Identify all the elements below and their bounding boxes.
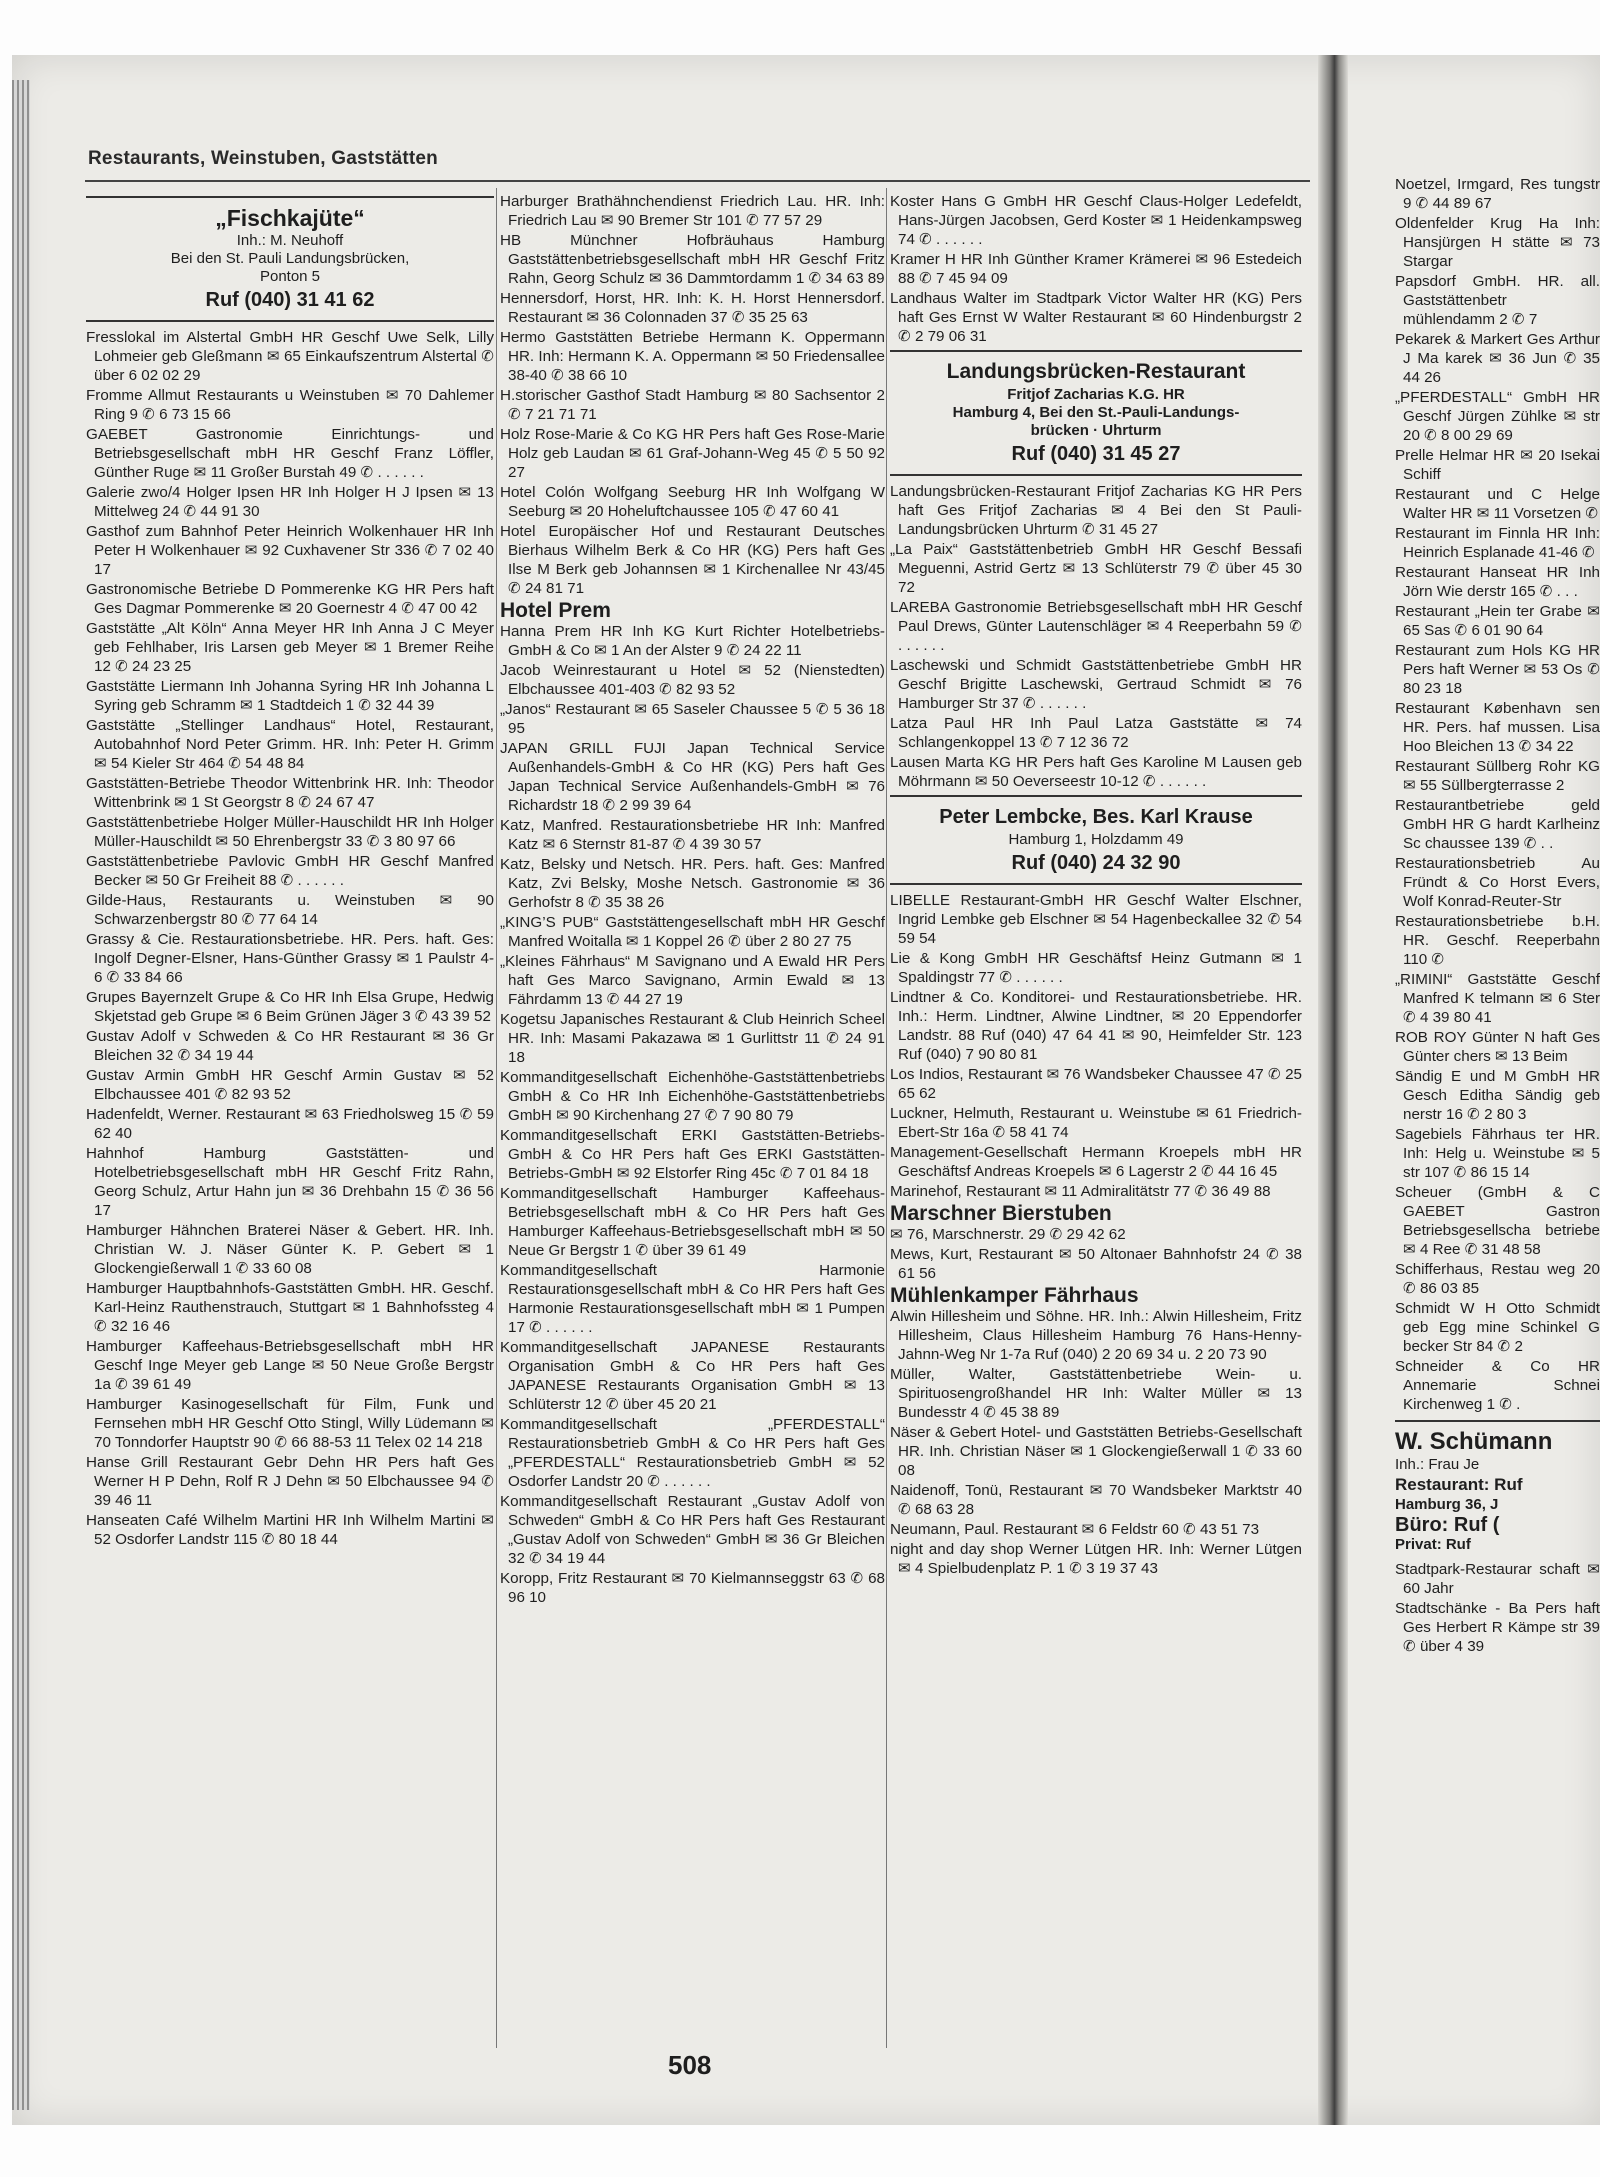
list-item: Kommanditgesellschaft ERKI Gaststätten-Betriebs-GmbH & Co HR Pers haft Ges ERKI Gaststätten-Betriebs-GmbH ✉ 92 Elstorfer Ring 45c ✆ 7 01 84 18 xyxy=(500,1127,885,1182)
list-item: Restaurant „Hein ter Grabe ✉ 65 Sas ✆ 6 01 90 64 xyxy=(1395,603,1600,639)
list-item: Alwin Hillesheim und Söhne. HR. Inh.: Alwin Hillesheim, Fritz Hillesheim, Claus Hillesheim Hamburg 76 Hans-Henny-Jahnn-Weg Nr 1-7a Ruf (040) 2 20 69 34 u. 2 20 73 90 xyxy=(890,1308,1302,1363)
entry-list xyxy=(500,192,885,598)
ad-phone: Ruf (040) 24 32 90 xyxy=(1011,852,1181,874)
list-item: Stadtpark-Restaurar schaft ✉ 60 Jahr xyxy=(1395,1561,1600,1597)
list-item: Grupes Bayernzelt Grupe & Co HR Inh Elsa Grupe, Hedwig Skjetstad geb Grupe ✉ 6 Beim Grünen Jäger 3 ✆ 43 39 52 xyxy=(86,989,494,1025)
list-item: Prelle Helmar HR ✉ 20 Isekai Schiff xyxy=(1395,447,1600,483)
list-item: Katz, Belsky und Netsch. HR. Pers. haft. Ges: Manfred Katz, Zvi Belsky, Moshe Netsch. Gastronomie ✉ 36 Gerhofstr 8 ✆ 35 38 26 xyxy=(500,856,885,911)
list-item: Hennersdorf, Horst, HR. Inh: K. H. Horst Hennersdorf. Restaurant ✉ 36 Colonnaden 37 ✆ 35 25 63 xyxy=(500,290,885,326)
list-item: Kommanditgesellschaft Hamburger Kaffeehaus-Betriebsgesellschaft mbH & Co HR Pers haft Ges Hamburger Kaffeehaus-Betriebsgesellschaft mbH ✉ 50 Neue Gr Bergstr 1 ✆ über 39 61 49 xyxy=(500,1185,885,1259)
page-number: 508 xyxy=(668,2050,712,2080)
ad-landungsbruecken xyxy=(890,350,1302,476)
list-item: Landhaus Walter im Stadtpark Victor Walter HR (KG) Pers haft Ges Ernst W Walter Restaurant ✉ 60 Hindenburgstr 2 ✆ 2 79 06 31 xyxy=(890,290,1302,345)
list-item: Restaurant København sen HR. Pers. haf mussen. Lisa Hoo Bleichen 13 ✆ 34 22 xyxy=(1395,700,1600,755)
list-item: Los Indios, Restaurant ✉ 76 Wandsbeker Chaussee 47 ✆ 25 65 62 xyxy=(890,1066,1302,1102)
book-gutter xyxy=(1318,55,1348,2125)
entry-list xyxy=(890,192,1302,346)
list-item: night and day shop Werner Lütgen HR. Inh: Werner Lütgen ✉ 4 Spielbudenplatz P. 1 ✆ 3 19 37 43 xyxy=(890,1541,1302,1577)
list-item: HB Münchner Hofbräuhaus Hamburg Gaststättenbetriebsgesellschaft mbH HR Geschf Fritz Rahn, Georg Schulz ✉ 36 Dammtordamm 1 ✆ 34 63 89 xyxy=(500,232,885,287)
list-item: Neumann, Paul. Restaurant ✉ 6 Feldstr 60 ✆ 43 51 73 xyxy=(890,1521,1260,1538)
list-item: Hanna Prem HR Inh KG Kurt Richter Hotelbetriebs-GmbH & Co ✉ 1 An der Alster 9 ✆ 24 22 11 xyxy=(500,623,885,659)
column-divider xyxy=(496,188,497,2048)
list-item: Hamburger Kasinogesellschaft für Film, Funk und Fernsehen mbH HR Geschf Otto Stingl, Willy Lüdemann ✉ 70 Tonndorfer Hauptstr 90 ✆ 66 88-53 11 Telex 02 14 218 xyxy=(86,1396,494,1451)
heading-marschner: Marschner Bierstuben xyxy=(890,1202,1112,1225)
ad-line: Restaurant: Ruf xyxy=(1395,1475,1523,1494)
list-item: Müller, Walter, Gaststättenbetriebe Wein- u. Spirituosengroßhandel HR Inh: Walter Müller ✉ 13 Bundesstr 4 ✆ 45 38 89 xyxy=(890,1366,1302,1421)
list-item: Landungsbrücken-Restaurant Fritjof Zacharias KG HR Pers haft Ges Fritjof Zacharias ✉ 4 Bei den St Pauli-Landungsbrücken Uhrturm ✆ 31 45 27 xyxy=(890,483,1302,538)
list-item: Naidenoff, Tonü, Restaurant ✉ 70 Wandsbeker Marktstr 40 ✆ 68 63 28 xyxy=(890,1482,1302,1518)
column-divider xyxy=(886,188,887,2048)
list-item: Gastronomische Betriebe D Pommerenke KG HR Pers haft Ges Dagmar Pommerenke ✉ 20 Goernestr 4 ✆ 47 00 42 xyxy=(86,581,494,617)
list-item: Luckner, Helmuth, Restaurant u. Weinstube ✉ 61 Friedrich-Ebert-Str 16a ✆ 58 41 74 xyxy=(890,1105,1302,1141)
list-item: Fromme Allmut Restaurants u Weinstuben ✉ 70 Dahlemer Ring 9 ✆ 6 73 15 66 xyxy=(86,387,494,423)
ad-fischkajuete xyxy=(86,196,494,322)
list-item: Hanse Grill Restaurant Gebr Dehn HR Pers haft Ges Werner H P Dehn, Rolf R J Dehn ✉ 50 Elbchaussee 94 ✆ 39 46 11 xyxy=(86,1454,494,1509)
list-item: Schifferhaus, Restau weg 20 ✆ 86 03 85 xyxy=(1395,1261,1600,1297)
list-item: ✉ 76, Marschnerstr. 29 ✆ 29 42 62 xyxy=(890,1226,1126,1243)
list-item: Koropp, Fritz Restaurant ✉ 70 Kielmannseggstr 63 ✆ 68 96 10 xyxy=(500,1570,885,1606)
list-item: H.storischer Gasthof Stadt Hamburg ✉ 80 Sachsentor 2 ✆ 7 21 71 71 xyxy=(500,387,885,423)
list-item: Hotel Colón Wolfgang Seeburg HR Inh Wolfgang W Seeburg ✉ 20 Hoheluftchaussee 105 ✆ 47 60 41 xyxy=(500,484,885,520)
list-item: GAEBET Gastronomie Einrichtungs- und Betriebsgesellschaft mbH HR Geschf Franz Löffler, Günther Ruge ✉ 11 Großer Burstah 49 ✆ . . . . . . xyxy=(86,426,494,481)
list-item: Restaurant im Finnla HR Inh: Heinrich Esplanade 41-46 ✆ xyxy=(1395,525,1600,561)
list-item: Restaurantbetriebe geld GmbH HR G hardt Karlheinz Sc chaussee 139 ✆ . . xyxy=(1395,797,1600,852)
list-item: Restaurant Hanseat HR Inh Jörn Wie derstr 165 ✆ . . . xyxy=(1395,564,1600,600)
list-item: Kramer H HR Inh Günther Kramer Krämerei ✉ 96 Estedeich 88 ✆ 7 45 94 09 xyxy=(890,251,1302,287)
ad-line: Fritjof Zacharias K.G. HR xyxy=(1007,386,1185,403)
list-item: Sagebiels Fährhaus ter HR. Inh: Helg u. Weinstube ✉ 5 str 107 ✆ 86 15 14 xyxy=(1395,1126,1600,1181)
list-item: Gaststätte „Alt Köln“ Anna Meyer HR Inh Anna J C Meyer geb Fehlhaber, Iris Larsen geb Meyer ✉ 1 Bremer Reihe 12 ✆ 24 23 25 xyxy=(86,620,494,675)
list-item: Jacob Weinrestaurant u Hotel ✉ 52 (Nienstedten) Elbchaussee 401-403 ✆ 82 93 52 xyxy=(500,662,885,698)
list-item: Scheuer (GmbH & C GAEBET Gastron Betriebsgesellscha betriebe ✉ 4 Ree ✆ 31 48 58 xyxy=(1395,1184,1600,1258)
entry-list xyxy=(890,891,1302,1201)
list-item: „La Paix“ Gaststättenbetrieb GmbH HR Geschf Bessafi Meguenni, Astrid Gertz ✉ 13 Schlüterstr 79 ✆ über 45 30 72 xyxy=(890,541,1302,596)
list-item: „Janos“ Restaurant ✉ 65 Saseler Chaussee 5 ✆ 5 36 18 95 xyxy=(500,701,885,737)
entry-list xyxy=(890,1245,1302,1283)
list-item: Harburger Brathähnchendienst Friedrich Lau. HR. Inh: Friedrich Lau ✉ 90 Bremer Str 101 ✆ 77 57 29 xyxy=(500,193,885,229)
list-item: Gilde-Haus, Restaurants u. Weinstuben ✉ 90 Schwarzenbergstr 80 ✆ 77 64 14 xyxy=(86,892,494,928)
list-item: Lie & Kong GmbH HR Geschäftsf Heinz Gutmann ✉ 1 Spaldingstr 77 ✆ . . . . . . xyxy=(890,950,1302,986)
list-item: Schneider & Co HR Annemarie Schnei Kirchenweg 1 ✆ . xyxy=(1395,1358,1600,1413)
list-item: JAPAN GRILL FUJI Japan Technical Service Außenhandels-GmbH & Co HR (KG) Pers haft Ges Japan Technical Service Außenhandels-GmbH ✉ 76 Richardstr 18 ✆ 2 99 39 64 xyxy=(500,740,885,814)
list-item: LAREBA Gastronomie Betriebsgesellschaft mbH HR Geschf Paul Drews, Günter Lautenschläger ✉ 4 Reeperbahn 59 ✆ . . . . . . xyxy=(890,599,1302,654)
ad-line: Hamburg 4, Bei den St.-Pauli-Landungs- xyxy=(952,404,1240,421)
list-item: Gustav Armin GmbH HR Geschf Armin Gustav ✉ 52 Elbchaussee 401 ✆ 82 93 52 xyxy=(86,1067,494,1103)
header-rule xyxy=(85,180,1310,182)
list-item: Marinehof, Restaurant ✉ 11 Admiralitätstr 77 ✆ 36 49 88 xyxy=(890,1183,1271,1200)
ad-name: „Fischkajüte“ xyxy=(215,205,365,231)
list-item: Sändig E und M GmbH HR Gesch Editha Sändig geb nerstr 16 ✆ 2 80 3 xyxy=(1395,1068,1600,1123)
list-item: Management-Gesellschaft Hermann Kroepels mbH HR Geschäftsf Andreas Kroepels ✉ 6 Lagerstr 2 ✆ 44 16 45 xyxy=(890,1144,1302,1180)
list-item: Restaurant zum Hols KG HR Pers haft Werner ✉ 53 Os ✆ 80 23 18 xyxy=(1395,642,1600,697)
list-item: LIBELLE Restaurant-GmbH HR Geschf Walter Elschner, Ingrid Lembke geb Elschner ✉ 54 Hagenbeckallee 32 ✆ 54 59 54 xyxy=(890,892,1302,947)
ad-line: Privat: Ruf xyxy=(1395,1536,1471,1553)
list-item: „RIMINI“ Gaststätte Geschf Manfred K telmann ✉ 6 Ster ✆ 4 39 80 41 xyxy=(1395,971,1600,1026)
list-item: Näser & Gebert Hotel- und Gaststätten Betriebs-Gesellschaft HR. Inh. Christian Näser ✉ 1 Glockengießerwall 1 ✆ 33 60 08 xyxy=(890,1424,1302,1479)
list-item: Hahnhof Hamburg Gaststätten- und Hotelbetriebsgesellschaft mbH HR Geschf Fritz Rahn, Georg Schulz, Artur Hahn jun ✉ 36 Drehbahn 15 ✆ 36 56 17 xyxy=(86,1145,494,1219)
list-item: Kommanditgesellschaft Harmonie Restaurationsgesellschaft mbH & Co HR Pers haft Ges Harmonie Restaurationsgesellschaft mbH ✉ 1 Pumpen 17 ✆ . . . . . . xyxy=(500,1262,885,1336)
entry-list xyxy=(500,622,885,1607)
heading-muehlenkamper: Mühlenkamper Fährhaus xyxy=(890,1284,1139,1307)
list-item: Fresslokal im Alstertal GmbH HR Geschf Uwe Selk, Lilly Lohmeier geb Gleßmann ✉ 65 Einkaufszentrum Alstertal ✆ über 6 02 02 29 xyxy=(86,329,494,384)
ad-phone: Ruf (040) 31 41 62 xyxy=(205,289,375,311)
ad-line: Bei den St. Pauli Landungsbrücken, xyxy=(170,250,410,267)
ad-phone: Ruf (040) 31 45 27 xyxy=(1011,443,1181,465)
ad-schuemann xyxy=(1395,1420,1600,1554)
ad-peter-lembcke xyxy=(890,795,1302,885)
list-item: Gaststätte „Stellinger Landhaus“ Hotel, Restaurant, Autobahnhof Nord Peter Grimm. HR. Inh: Peter H. Grimm ✉ 54 Kieler Str 464 ✆ 54 48 84 xyxy=(86,717,494,772)
list-item: Papsdorf GmbH. HR. all. Gaststättenbetr mühlendamm 2 ✆ 7 xyxy=(1395,273,1600,328)
entry-list xyxy=(1395,175,1600,1414)
list-item: Gaststätten-Betriebe Theodor Wittenbrink HR. Inh: Theodor Wittenbrink ✉ 1 St Georgstr 8 ✆ 24 67 47 xyxy=(86,775,494,811)
heading-hotel-prem: Hotel Prem xyxy=(500,599,611,622)
list-item: Hanseaten Café Wilhelm Martini HR Inh Wilhelm Martini ✉ 52 Osdorfer Landstr 115 ✆ 80 18 44 xyxy=(86,1512,494,1548)
list-item: Oldenfelder Krug Ha Inh: Hansjürgen H stätte ✉ 73 Stargar xyxy=(1395,215,1600,270)
list-item: Restaurant und C Helge Walter HR ✉ 11 Vorsetzen ✆ xyxy=(1395,486,1600,522)
list-item: Grassy & Cie. Restaurationsbetriebe. HR. Pers. haft. Ges: Ingolf Degner-Elsner, Hans-Günther Grassy ✉ 1 Paulstr 4-6 ✆ 33 84 66 xyxy=(86,931,494,986)
ad-name: W. Schümann xyxy=(1395,1428,1553,1455)
list-item: Restaurant Süllberg Rohr KG ✉ 55 Süllbergterrasse 2 xyxy=(1395,758,1600,794)
list-item: Hamburger Hauptbahnhofs-Gaststätten GmbH. HR. Geschf. Karl-Heinz Rauthenstrauch, Stuttgart ✉ 1 Bahnhofssteg 4 ✆ 32 16 46 xyxy=(86,1280,494,1335)
list-item: Hamburger Kaffeehaus-Betriebsgesellschaft mbH HR Geschf Inge Meyer geb Lange ✉ 50 Neue Große Bergstr 1a ✆ 39 61 49 xyxy=(86,1338,494,1393)
ad-line: brücken · Uhrturm xyxy=(1030,422,1162,439)
entry-list xyxy=(890,482,1302,791)
ad-line: Ponton 5 xyxy=(259,268,321,285)
list-item: Koster Hans G GmbH HR Geschf Claus-Holger Ledefeldt, Hans-Jürgen Jacobsen, Gerd Koster ✉ 1 Heidenkampsweg 74 ✆ . . . . . . xyxy=(890,193,1302,248)
list-item: Kommanditgesellschaft JAPANESE Restaurants Organisation GmbH & Co HR Pers haft Ges JAPANESE Restaurants Organisation GmbH ✉ 13 Schlüterstr 12 ✆ über 45 20 21 xyxy=(500,1339,885,1413)
ad-name: Landungsbrücken-Restaurant xyxy=(946,360,1246,383)
ad-line: Hamburg 1, Holzdamm 49 xyxy=(1008,831,1184,848)
list-item: Hotel Europäischer Hof und Restaurant Deutsches Bierhaus Wilhelm Berk & Co HR (KG) Pers haft Ges Ilse M Berk geb Johannsen ✉ 1 Kirchenallee Nr 43/45 ✆ 24 81 71 xyxy=(500,523,885,597)
ad-line: Hamburg 36, J xyxy=(1395,1496,1499,1513)
list-item: Kommanditgesellschaft Eichenhöhe-Gaststättenbetriebs GmbH & Co HR Inh Eichenhöhe-Gaststättenbetriebs GmbH ✉ 90 Kirchenhang 27 ✆ 7 90 80 79 xyxy=(500,1069,885,1124)
column-3 xyxy=(890,192,1302,2052)
list-item: Noetzel, Irmgard, Res tungstr 9 ✆ 44 89 67 xyxy=(1395,176,1600,212)
list-item: Gasthof zum Bahnhof Peter Heinrich Wolkenhauer HR Inh Peter H Wolkenhauer ✉ 92 Cuxhavener Str 336 ✆ 7 02 40 17 xyxy=(86,523,494,578)
list-item: Mews, Kurt, Restaurant ✉ 50 Altonaer Bahnhofstr 24 ✆ 38 61 56 xyxy=(890,1246,1302,1282)
list-item: Hamburger Hähnchen Braterei Näser & Gebert. HR. Inh. Christian W. J. Näser Günter K. P. Gebert ✉ 1 Glockengießerwall 1 ✆ 33 60 08 xyxy=(86,1222,494,1277)
list-item: Kogetsu Japanisches Restaurant & Club Heinrich Scheel HR. Inh: Masami Pakazawa ✉ 1 Gurlittstr 11 ✆ 24 91 18 xyxy=(500,1011,885,1066)
list-item: Gaststättenbetriebe Pavlovic GmbH HR Geschf Manfred Becker ✉ 50 Gr Freiheit 88 ✆ . . . . . . xyxy=(86,853,494,889)
list-item: „KING’S PUB“ Gaststättengesellschaft mbH HR Geschf Manfred Woitalla ✉ 1 Koppel 26 ✆ über 2 80 27 75 xyxy=(500,914,885,950)
entry-list xyxy=(890,1307,1302,1578)
list-item: Latza Paul HR Inh Paul Latza Gaststätte ✉ 74 Schlangenkoppel 13 ✆ 7 12 36 72 xyxy=(890,715,1302,751)
column-4 xyxy=(1395,175,1600,2055)
list-item: Lausen Marta KG HR Pers haft Ges Karoline M Lausen geb Möhrmann ✉ 50 Oeverseestr 10-12 ✆ . . . . . . xyxy=(890,754,1302,790)
list-item: Holz Rose-Marie & Co KG HR Pers haft Ges Rose-Marie Holz geb Laudan ✉ 61 Graf-Johann-Weg 45 ✆ 5 50 92 27 xyxy=(500,426,885,481)
list-item: Kommanditgesellschaft Restaurant „Gustav Adolf von Schweden“ GmbH & Co HR Pers haft Ges Restaurant „Gustav Adolf von Schweden“ GmbH ✉ 36 Gr Bleichen 32 ✆ 34 19 44 xyxy=(500,1493,885,1567)
list-item: Galerie zwo/4 Holger Ipsen HR Inh Holger H J Ipsen ✉ 13 Mittelweg 24 ✆ 44 91 30 xyxy=(86,484,494,520)
entry-list xyxy=(1395,1560,1600,1656)
list-item: Gaststätte Liermann Inh Johanna Syring HR Inh Johanna L Syring geb Schramm ✉ 1 Stadtdeich 1 ✆ 32 44 39 xyxy=(86,678,494,714)
list-item: Hadenfeldt, Werner. Restaurant ✉ 63 Friedholsweg 15 ✆ 59 62 40 xyxy=(86,1106,494,1142)
ad-line: Inh.: Frau Je xyxy=(1395,1456,1480,1473)
column-2 xyxy=(500,192,885,2052)
list-item: Schmidt W H Otto Schmidt geb Egg mine Schinkel G becker Str 84 ✆ 2 xyxy=(1395,1300,1600,1355)
list-item: Stadtschänke - Ba Pers haft Ges Herbert R Kämpe str 39 ✆ über 4 39 xyxy=(1395,1600,1600,1655)
list-item: Gaststättenbetriebe Holger Müller-Hauschildt HR Inh Holger Müller-Hauschildt ✉ 50 Ehrenbergstr 33 ✆ 3 80 97 66 xyxy=(86,814,494,850)
list-item: Gustav Adolf v Schweden & Co HR Restaurant ✉ 36 Gr Bleichen 32 ✆ 34 19 44 xyxy=(86,1028,494,1064)
list-item: Lindtner & Co. Konditorei- und Restaurationsbetriebe. HR. Inh.: Herm. Lindtner, Alwine Lindtner, ✉ 20 Eppendorfer Landstr. 88 Ruf (040) 47 64 41 ✉ 90, Heimfelder Str. 123 Ruf (040) 7 90 80 81 xyxy=(890,989,1302,1063)
ad-name: Peter Lembcke, Bes. Karl Krause xyxy=(939,806,1253,828)
list-item: Katz, Manfred. Restaurationsbetriebe HR Inh: Manfred Katz ✉ 6 Sternstr 81-87 ✆ 4 39 30 57 xyxy=(500,817,885,853)
list-item: Hermo Gaststätten Betriebe Hermann K. Oppermann HR. Inh: Hermann K. A. Oppermann ✉ 50 Friedensallee 38-40 ✆ 38 66 10 xyxy=(500,329,885,384)
list-item: Laschewski und Schmidt Gaststättenbetriebe GmbH HR Geschf Brigitte Laschewski, Gertraud Schmidt ✉ 76 Hamburger Str 37 ✆ . . . . . . xyxy=(890,657,1302,712)
list-item: „PFERDESTALL“ GmbH HR Geschf Jürgen Zühlke ✉ str 20 ✆ 8 00 29 69 xyxy=(1395,389,1600,444)
ad-line: Inh.: M. Neuhoff xyxy=(236,232,344,249)
list-item: ROB ROY Günter N haft Ges Günter chers ✉ 13 Beim xyxy=(1395,1029,1600,1065)
list-item: Restaurationsbetrieb Au Fründt & Co Horst Evers, Wolf Konrad-Reuter-Str xyxy=(1395,855,1600,910)
list-item: Pekarek & Markert Ges Arthur J Ma karek ✉ 36 Jun ✆ 35 44 26 xyxy=(1395,331,1600,386)
page-edge xyxy=(12,80,30,2110)
list-item: Kommanditgesellschaft „PFERDESTALL“ Restaurationsbetrieb GmbH & Co HR Pers haft Ges „PFERDESTALL“ Restaurationsbetrieb GmbH ✉ 52 Osdorfer Landstr 20 ✆ . . . . . . xyxy=(500,1416,885,1490)
entry-list xyxy=(86,328,494,1549)
page-header-title: Restaurants, Weinstuben, Gaststätten xyxy=(88,148,438,169)
column-1 xyxy=(86,192,494,2052)
list-item: „Kleines Fährhaus“ M Savignano und A Ewald HR Pers haft Ges Marco Savignano, Armin Ewald ✉ 13 Fährdamm 13 ✆ 44 27 19 xyxy=(500,953,885,1008)
ad-line: Büro: Ruf ( xyxy=(1395,1514,1500,1536)
list-item: Restaurationsbetriebe b.H. HR. Geschf. Reeperbahn 110 ✆ xyxy=(1395,913,1600,968)
